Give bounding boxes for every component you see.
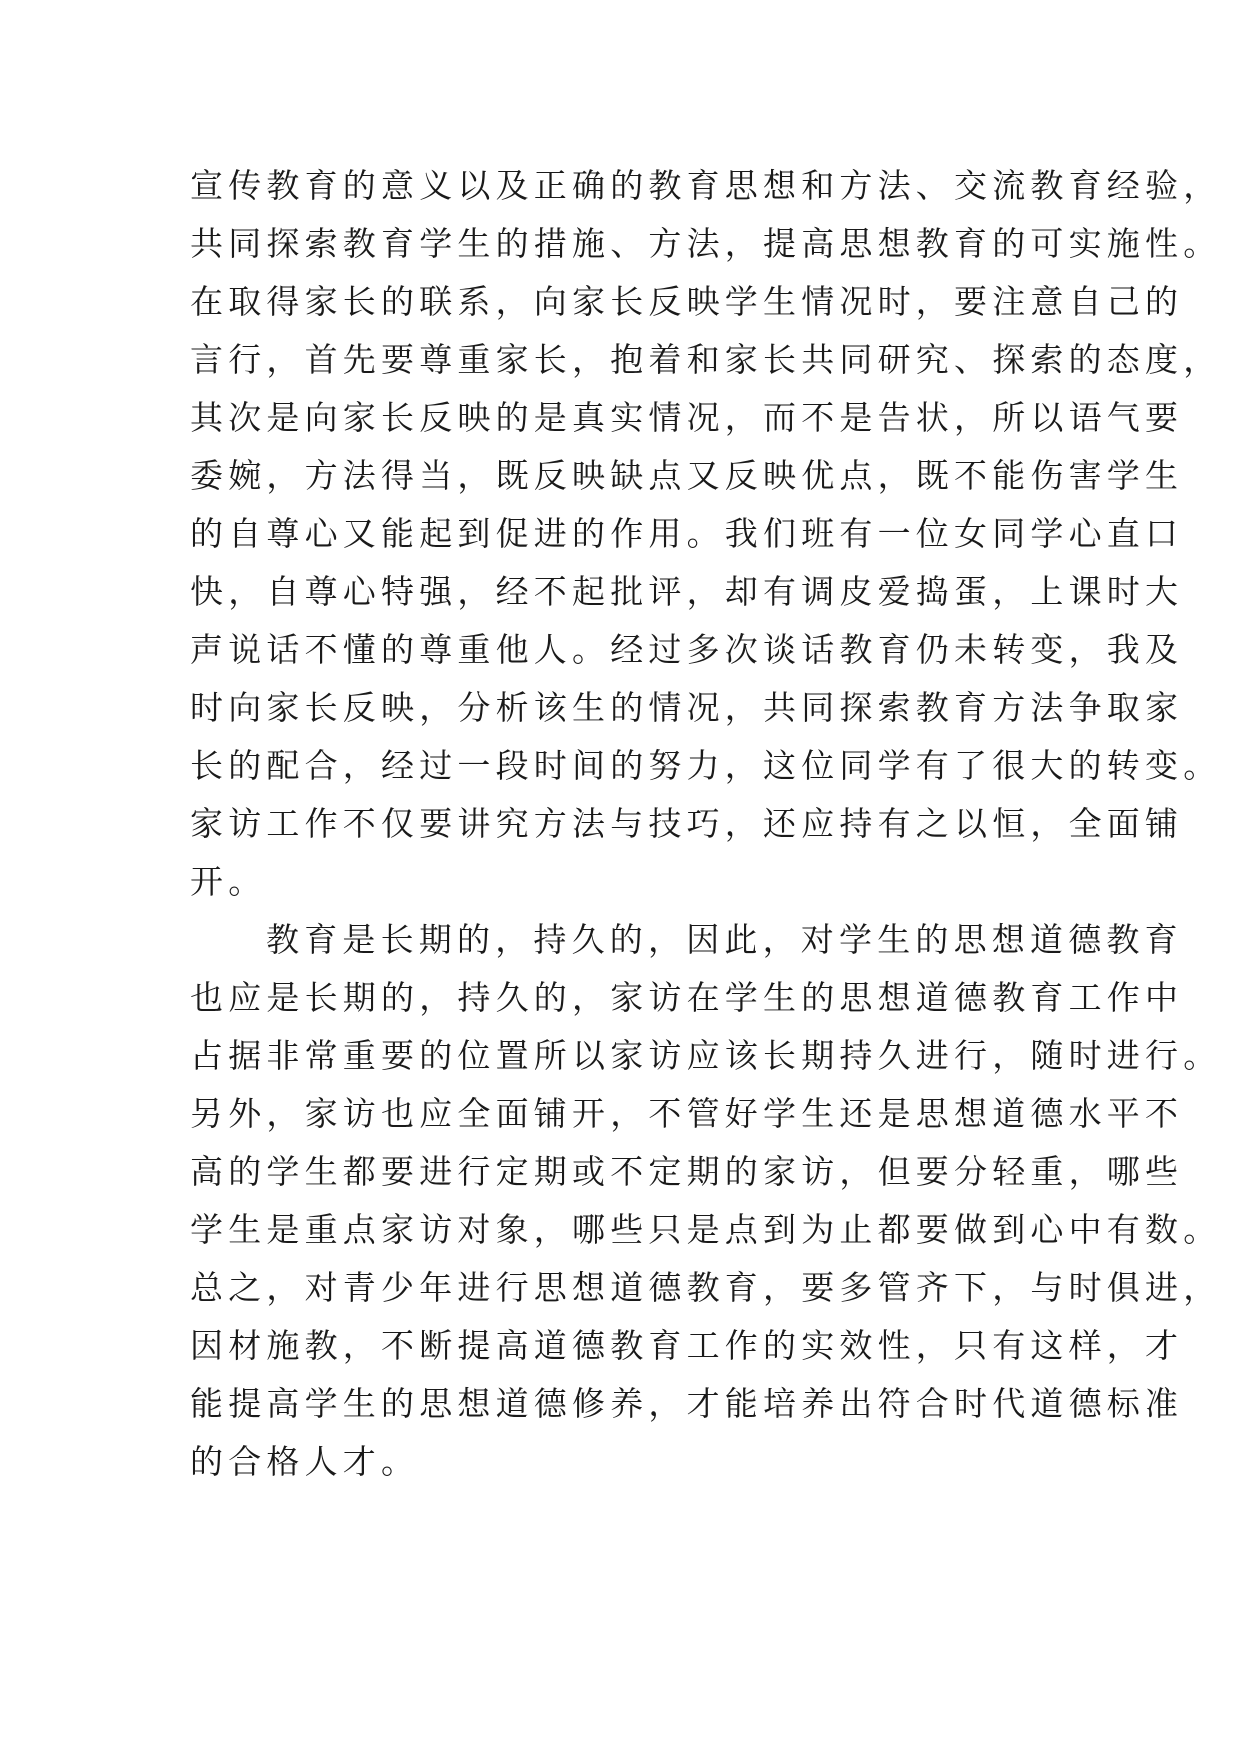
text-line: 委婉，方法得当，既反映缺点又反映优点，既不能伤害学生 [190,456,1184,495]
text-line: 的自尊心又能起到促进的作用。我们班有一位女同学心直口 [190,514,1184,553]
text-line: 开。 [190,862,267,901]
text-line: 占据非常重要的位置所以家访应该长期持久进行，随时进行。 [190,1036,1222,1075]
text-line: 宣传教育的意义以及正确的教育思想和方法、交流教育经验， [190,166,1222,205]
paragraph-first-line: 教育是长期的，持久的，因此，对学生的思想道德教育 [266,920,1183,959]
text-line: 在取得家长的联系，向家长反映学生情况时，要注意自己的 [190,282,1184,321]
text-line: 也应是长期的，持久的，家访在学生的思想道德教育工作中 [190,978,1184,1017]
text-line: 总之，对青少年进行思想道德教育，要多管齐下，与时俱进， [190,1268,1222,1307]
text-line: 高的学生都要进行定期或不定期的家访，但要分轻重，哪些 [190,1152,1184,1191]
text-line: 家访工作不仅要讲究方法与技巧，还应持有之以恒，全面铺 [190,804,1184,843]
text-line: 的合格人才。 [190,1442,420,1481]
text-line: 另外，家访也应全面铺开，不管好学生还是思想道德水平不 [190,1094,1184,1133]
text-line: 能提高学生的思想道德修养，才能培养出符合时代道德标准 [190,1384,1184,1423]
text-line: 时向家长反映，分析该生的情况，共同探索教育方法争取家 [190,688,1184,727]
text-line: 言行，首先要尊重家长，抱着和家长共同研究、探索的态度， [190,340,1222,379]
text-line: 长的配合，经过一段时间的努力，这位同学有了很大的转变。 [190,746,1222,785]
text-line: 因材施教，不断提高道德教育工作的实效性，只有这样，才 [190,1326,1184,1365]
text-line: 声说话不懂的尊重他人。经过多次谈话教育仍未转变，我及 [190,630,1184,669]
text-line: 学生是重点家访对象，哪些只是点到为止都要做到心中有数。 [190,1210,1222,1249]
text-line: 共同探索教育学生的措施、方法，提高思想教育的可实施性。 [190,224,1222,263]
text-line: 快，自尊心特强，经不起批评，却有调皮爱捣蛋，上课时大 [190,572,1184,611]
text-line: 其次是向家长反映的是真实情况，而不是告状，所以语气要 [190,398,1184,437]
